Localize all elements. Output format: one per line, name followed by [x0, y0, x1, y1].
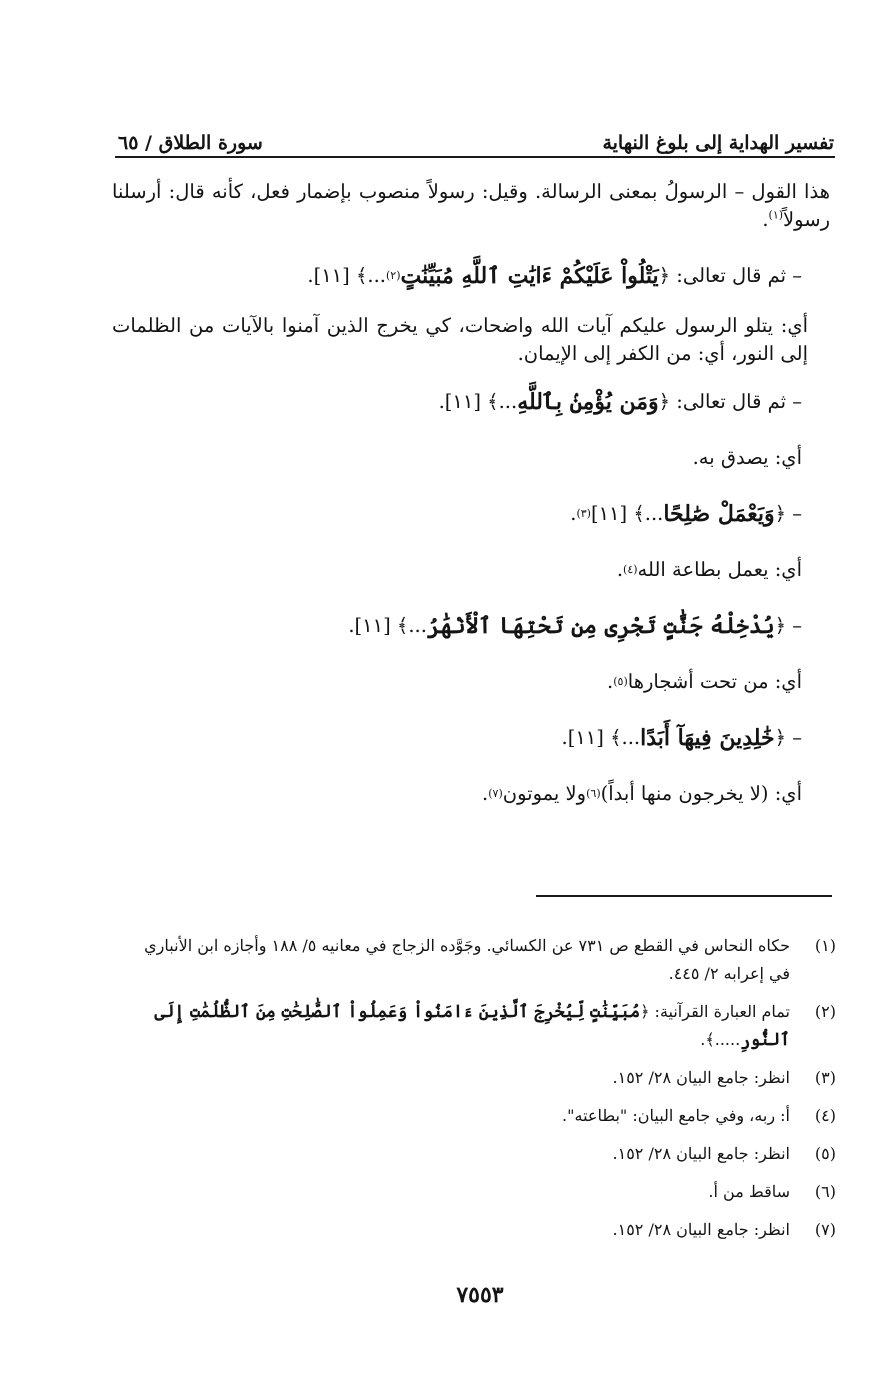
- verse-line-6-ref: ...﴾ [١١].: [348, 614, 427, 637]
- quran-verse-6: يُدْخِلْهُ جَنَّٰتٍ تَجْرِى مِن تَحْتِهَا ٱلْأَنْهَٰرُ: [426, 613, 775, 639]
- footnote-5: [120, 1140, 836, 1168]
- quran-verse-8: خَٰلِدِينَ فِيهَآ أَبَدًا: [640, 725, 775, 751]
- header-divider: [115, 156, 835, 158]
- footnote-number: (٧): [814, 1220, 836, 1239]
- paragraph-2: أي: يتلو الرسول عليكم آيات الله واضحات، كي يخرج الذين آمنوا بالآيات من الظلمات إلى النور، أي: من الكفر إلى الإيمان.: [112, 314, 808, 365]
- paragraph-1-text: هذا القول – الرسولُ بمعنى الرسالة. وقيل: رسولاً منصوب بإضمار فعل، كأنه قال: أرسلنا رسولاً: [112, 180, 830, 231]
- explanation-line-7-end: .: [607, 670, 614, 693]
- verse-line-8: [112, 710, 802, 766]
- footnote-2-end: .....﴾.: [700, 1030, 741, 1049]
- explanation-line-5-text: أي: يعمل بطاعة الله: [637, 558, 802, 581]
- explanation-line-9-text-2: ولا يموتون: [502, 782, 587, 805]
- footnote-3: [120, 1064, 836, 1092]
- verse-line-6-intro: – ﴿: [774, 614, 802, 637]
- book-title: تفسير الهداية إلى بلوغ النهاية: [602, 132, 834, 154]
- explanation-line-9-end: .: [482, 782, 489, 805]
- verse-line-8-intro: – ﴿: [774, 726, 802, 749]
- explanation-line-7: أي: من تحت أشجارها (٥) .: [112, 654, 802, 710]
- footnote-text: أ: ربه، وفي جامع البيان: "بطاعته".: [562, 1106, 790, 1125]
- footnote-2: [120, 998, 836, 1054]
- verse-line-1: – ثم قال تعالى: ﴿ يَتْلُواْ عَلَيْكُمْ ءَايَٰتِ ٱللَّهِ مُبَيِّنَٰتٍ (٢) ...﴾ [١١].: [307, 263, 802, 289]
- footnote-1: [120, 932, 836, 988]
- footnote-text: انظر: جامع البيان ٢٨/ ١٥٢.: [612, 1220, 790, 1239]
- verse-line-8-ref: ...﴾ [١١].: [561, 726, 641, 749]
- footnote-number: (٣): [814, 1068, 836, 1087]
- footnotes: [120, 932, 836, 1254]
- quran-verse-1: يَتْلُواْ عَلَيْكُمْ ءَايَٰتِ ٱللَّهِ مُبَيِّنَٰتٍ: [400, 263, 659, 289]
- explanation-line-5-end: .: [616, 558, 624, 581]
- footnote-text: انظر: جامع البيان ٢٨/ ١٥٢.: [612, 1144, 790, 1163]
- running-header: [118, 110, 834, 154]
- surah-page-label: سورة الطلاق / ٦٥: [118, 132, 263, 154]
- footnote-number: (١): [814, 936, 836, 955]
- explanation-line-9: أي: (لا يخرجون منها أبداً) (٦) ولا يموتون (٧) .: [112, 766, 802, 822]
- explanation-line-3: [112, 430, 802, 486]
- footnote-4: [120, 1102, 836, 1130]
- explanation-line-7-text: أي: من تحت أشجارها: [627, 670, 802, 693]
- verse-line-4-ref: ...﴾ [١١]: [590, 502, 664, 525]
- verse-line-4: – ﴿ وَيَعْمَلْ صَٰلِحًا ...﴾ [١١] (٣) .: [570, 501, 802, 527]
- footnote-6: [120, 1178, 836, 1206]
- footnote-2-verse: مُبَيِّنَٰتٍ لِّيُخْرِجَ ٱلَّذِينَ ءَامَنُواْ وَعَمِلُواْ ٱلصَّٰلِحَٰتِ مِنَ ٱلظُّلُمَٰتِ إِلَى ٱلنُّورِ: [154, 1002, 790, 1050]
- footnote-number: (٢): [814, 1002, 836, 1021]
- footnote-7: [120, 1216, 836, 1244]
- quran-verse-2: وَمَن يُؤْمِنۢ بِٱللَّهِ: [517, 389, 659, 415]
- footnote-ref-1: (١): [768, 208, 784, 222]
- explanation-line-9-text: أي: (لا يخرجون منها أبداً): [600, 782, 802, 805]
- verse-line-4-intro: – ﴿: [774, 502, 802, 525]
- footnote-number: (٥): [814, 1144, 836, 1163]
- footnote-number: (٦): [814, 1182, 836, 1201]
- explanation-line-5: أي: يعمل بطاعة الله (٤) .: [112, 542, 802, 598]
- verse-line-2: [112, 374, 802, 430]
- footnote-text: حكاه النحاس في القطع ص ٧٣١ عن الكسائي. وجَوَّده الزجاج في معانيه ٥/ ١٨٨ وأجازه ابن الأنباري في إعرابه ٢/ ٤٤٥.: [144, 936, 790, 983]
- page-number: ٧٥٥٣: [456, 1282, 504, 1308]
- verse-line-2-intro: – ثم قال تعالى: ﴿: [658, 390, 802, 413]
- verse-line-1-intro: – ثم قال تعالى: ﴿: [658, 264, 802, 287]
- paragraph-1-end: .: [762, 208, 769, 231]
- verse-line-1-ref: ...﴾ [١١].: [307, 264, 386, 287]
- footnote-separator: [536, 895, 832, 897]
- footnote-2-intro: تمام العبارة القرآنية: ﴿: [640, 1002, 790, 1021]
- quran-verse-4: وَيَعْمَلْ صَٰلِحًا: [663, 501, 775, 527]
- paragraph-1: [112, 178, 830, 234]
- verse-line-4-end: .: [570, 502, 577, 525]
- verse-line-2-ref: ...﴾ [١١].: [438, 390, 518, 413]
- footnote-text: انظر: جامع البيان ٢٨/ ١٥٢.: [612, 1068, 790, 1087]
- footnote-text: ساقط من أ.: [708, 1182, 790, 1201]
- explanation-line-3-text: أي: يصدق به.: [692, 446, 802, 469]
- verse-line-6: [112, 598, 802, 654]
- main-text: [112, 178, 830, 822]
- footnote-number: (٤): [814, 1106, 836, 1125]
- footnote-text: [120, 998, 790, 1054]
